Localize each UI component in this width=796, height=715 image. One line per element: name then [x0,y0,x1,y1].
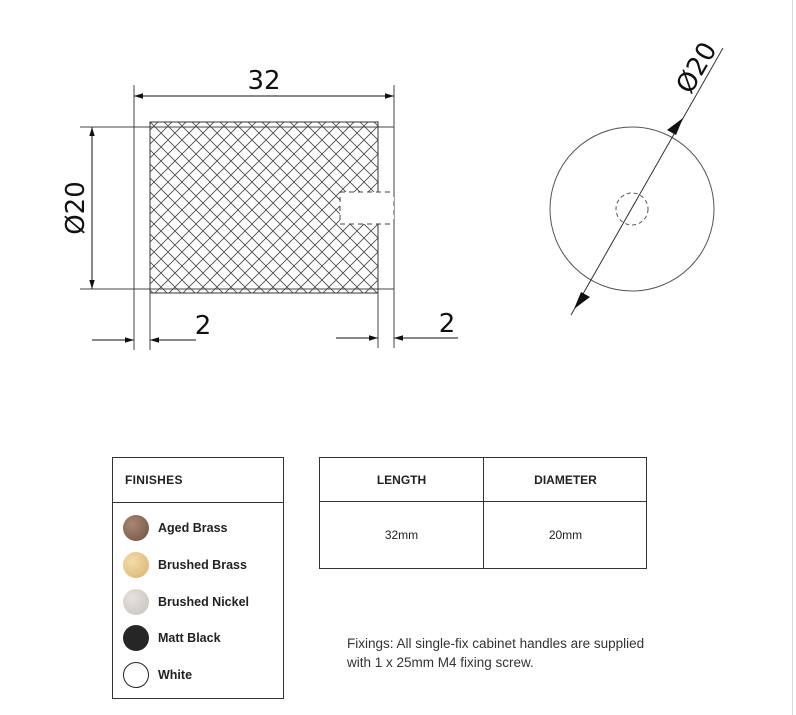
right-edge-dimension-label: 2 [438,309,456,339]
brushed-nickel-swatch [123,589,149,615]
white-swatch [123,662,149,688]
end-diameter-label: Ø20 [670,37,724,99]
finish-brushed-brass: Brushed Brass [123,552,247,578]
diameter-dimension-label-side: Ø20 [61,181,91,235]
spec-table [319,457,647,569]
finishes-panel [112,457,284,699]
length-value: 32mm [320,502,484,568]
diameter-value: 20mm [548,528,583,542]
end-view-circle [550,127,714,291]
fixings-note [347,634,647,672]
finish-matt-black: Matt Black [123,625,221,651]
diameter-header: DIAMETER [484,458,647,502]
aged-brass-swatch [123,515,149,541]
fixings-label: Fixings [347,636,390,651]
finish-aged-brass: Aged Brass [123,515,227,541]
fixing-hole-hidden [340,192,394,224]
finish-brushed-nickel: Brushed Nickel [123,589,249,615]
fixings-text: : All single-fix cabinet handles are supplied with 1 x 25mm M4 fixing screw. [347,636,645,670]
matt-black-swatch [123,625,149,651]
brushed-brass-swatch [123,552,149,578]
left-edge-dimension-label: 2 [194,311,212,341]
end-view-hole-hidden [616,193,648,225]
finish-white: White [123,662,192,688]
finishes-header: FINISHES [113,458,283,503]
length-header: LENGTH [320,458,484,502]
length-dimension-label: 32 [247,66,281,96]
